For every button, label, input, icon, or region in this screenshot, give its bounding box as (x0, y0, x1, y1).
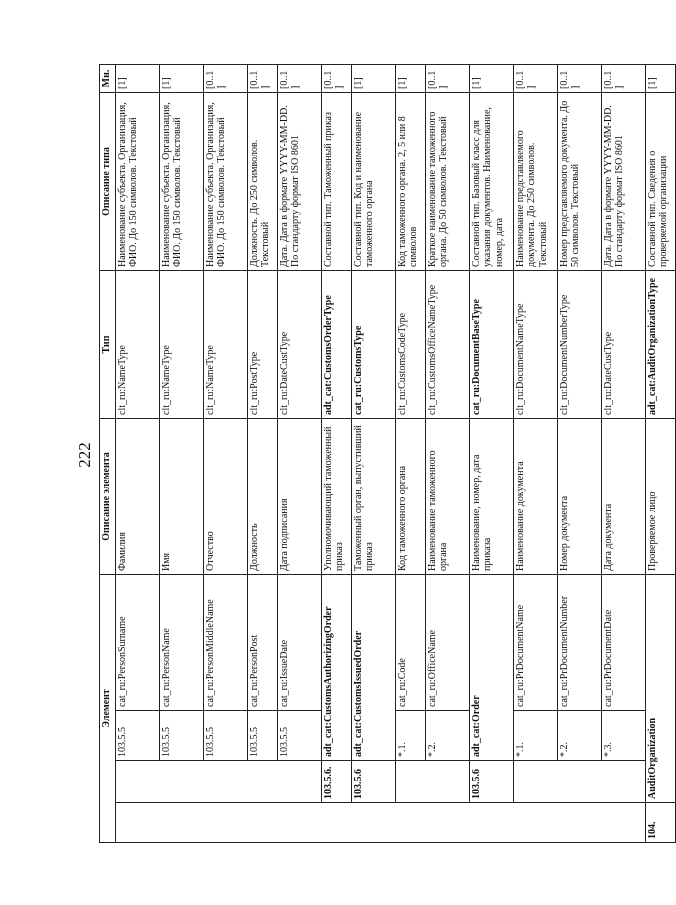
type-description: Наименование субъекта. Организация, ФИО. До 150 символов. Текстовый (160, 93, 204, 271)
element-type: cat_ru:CustomsType (352, 271, 396, 419)
element-type: clt_ru:NameType (160, 271, 204, 419)
element-type: clt_ru:DocumentNumberType (558, 271, 602, 419)
row-number: 103.5.5 (160, 711, 204, 761)
table-row (352, 65, 396, 843)
indent-cell (470, 803, 514, 843)
type-description: Номер представляемого документа. До 50 символов. Текстовый (558, 93, 602, 271)
table-row (558, 65, 602, 843)
element-type: clt_ru:PostType (248, 271, 278, 419)
table-row (116, 65, 160, 843)
indent-cell (116, 803, 160, 843)
indent-cell (160, 803, 204, 843)
element-name: adt_cat:CustomsIssuedOrder (352, 575, 396, 761)
type-description: Наименование представляемого документа. До 250 символов. Текстовый (514, 93, 558, 271)
indent-cell (278, 761, 322, 803)
header-row (100, 65, 116, 843)
element-type: adt_cat:CustomsOrderType (322, 271, 352, 419)
element-description: Наименование документа (514, 419, 558, 575)
element-name: cat_ru:PersonSurname (116, 575, 160, 711)
multiplicity: [0..1] (602, 65, 646, 93)
element-type: adt_cat:AuditOrganizationType (646, 271, 676, 419)
multiplicity: [1] (646, 65, 676, 93)
indent-cell (396, 761, 426, 803)
element-description: Фамилия (116, 419, 160, 575)
indent-cell (278, 803, 322, 843)
element-description: Код таможенного органа (396, 419, 426, 575)
element-type: clt_ru:CustomsCodeType (396, 271, 426, 419)
element-description: Имя (160, 419, 204, 575)
element-description: Дата подписания (278, 419, 322, 575)
table-row (322, 65, 352, 843)
element-name: cat_ru:PrDocumentName (514, 575, 558, 711)
type-description: Код таможенного органа. 2, 5 или 8 символов (396, 93, 426, 271)
indent-cell (204, 803, 248, 843)
table-row (646, 65, 676, 843)
element-name: adt_cat:CustomsAuthorizingOrder (322, 575, 352, 761)
indent-cell (204, 761, 248, 803)
header-type: Тип (100, 271, 116, 419)
indent-cell (514, 761, 558, 803)
indent-cell (602, 761, 646, 803)
multiplicity: [0..1] (204, 65, 248, 93)
type-description: Наименование субъекта. Организация, ФИО. До 150 символов. Текстовый (204, 93, 248, 271)
type-description: Должность. До 250 символов. Текстовый (248, 93, 278, 271)
indent-cell (558, 761, 602, 803)
row-number: 103.5.5 (248, 711, 278, 761)
table-row (160, 65, 204, 843)
element-description: Проверяемое лицо (646, 419, 676, 575)
type-description: Дата. Дата в формате YYYY-MM-DD. По стандарту формат ISO 8601 (602, 93, 646, 271)
table-body (116, 65, 676, 843)
header-desc-type: Описание типа (100, 93, 116, 271)
row-number: *.1. (514, 711, 558, 761)
element-type: clt_ru:DateCustType (278, 271, 322, 419)
row-number: *.2. (426, 711, 470, 761)
type-description: Наименование субъекта. Организация, ФИО. До 150 символов. Текстовый (116, 93, 160, 271)
table-row (278, 65, 322, 843)
header-element: Элемент (100, 575, 116, 843)
element-description: Дата документа (602, 419, 646, 575)
element-description: Отчество (204, 419, 248, 575)
row-number: 103.5.5 (278, 711, 322, 761)
element-name: cat_ru:PersonName (160, 575, 204, 711)
indent-cell (352, 803, 396, 843)
element-name: cat_ru:Code (396, 575, 426, 711)
indent-cell (116, 761, 160, 803)
element-description: Номер документа (558, 419, 602, 575)
indent-cell (514, 803, 558, 843)
multiplicity: [0..1] (558, 65, 602, 93)
element-type: clt_ru:NameType (116, 271, 160, 419)
element-name: adt_cat:Order (470, 575, 514, 761)
table-row (470, 65, 514, 843)
multiplicity: [1] (396, 65, 426, 93)
row-number: 103.5.5 (116, 711, 160, 761)
row-number: *.3. (602, 711, 646, 761)
element-name: AuditOrganization (646, 575, 676, 803)
multiplicity: [0..1] (426, 65, 470, 93)
type-description: Составной тип. Таможенный приказ (322, 93, 352, 271)
element-type: clt_ru:DateCustType (602, 271, 646, 419)
indent-cell (426, 803, 470, 843)
row-number: 103.5.6 (470, 761, 514, 803)
element-name: cat_ru:PersonPost (248, 575, 278, 711)
element-description: Уполномочивающий таможенный приказ (322, 419, 352, 575)
element-type: clt_ru:DocumentNameType (514, 271, 558, 419)
rotated-table-container (99, 65, 670, 843)
table-row (248, 65, 278, 843)
table-row (426, 65, 470, 843)
header-mn: Мн. (100, 65, 116, 93)
table-row (602, 65, 646, 843)
indent-cell (602, 803, 646, 843)
element-type: cat_ru:DocumentBaseType (470, 271, 514, 419)
element-type: clt_ru:CustomsOfficeNameType (426, 271, 470, 419)
indent-cell (322, 803, 352, 843)
element-name: cat_ru:IssueDate (278, 575, 322, 711)
indent-cell (248, 761, 278, 803)
indent-cell (160, 761, 204, 803)
row-number: 103.5.6. (322, 761, 352, 803)
type-description: Краткое наименование таможенного органа. До 50 символов. Текстовый (426, 93, 470, 271)
table-row (204, 65, 248, 843)
row-number: 104. (646, 803, 676, 843)
type-description: Составной тип. Базовый класс для указания документов. Наименование, номер, дата (470, 93, 514, 271)
type-description: Дата. Дата в формате YYYY-MM-DD. По стандарту формат ISO 8601 (278, 93, 322, 271)
multiplicity: [1] (160, 65, 204, 93)
element-name: cat_ru:PrDocumentDate (602, 575, 646, 711)
row-number: *.1. (396, 711, 426, 761)
element-description: Наименование таможенного органа (426, 419, 470, 575)
element-description: Наименование, номер, дата приказа (470, 419, 514, 575)
page-number: 222 (74, 442, 94, 468)
indent-cell (426, 761, 470, 803)
multiplicity: [1] (116, 65, 160, 93)
indent-cell (248, 803, 278, 843)
row-number: *.2. (558, 711, 602, 761)
multiplicity: [0..1] (248, 65, 278, 93)
multiplicity: [1] (352, 65, 396, 93)
element-name: cat_ru:OfficeName (426, 575, 470, 711)
row-number: 103.5.5 (204, 711, 248, 761)
type-description: Составной тип. Код и наименование таможенного органа (352, 93, 396, 271)
element-name: cat_ru:PrDocumentNumber (558, 575, 602, 711)
row-number: 103.5.6 (352, 761, 396, 803)
table-row (514, 65, 558, 843)
table-row (396, 65, 426, 843)
element-table (99, 64, 676, 843)
element-description: Должность (248, 419, 278, 575)
multiplicity: [1] (470, 65, 514, 93)
element-type: clt_ru:NameType (204, 271, 248, 419)
header-desc-element: Описание элемента (100, 419, 116, 575)
multiplicity: [0..1] (278, 65, 322, 93)
multiplicity: [0..1] (514, 65, 558, 93)
element-name: cat_ru:PersonMiddleName (204, 575, 248, 711)
indent-cell (558, 803, 602, 843)
indent-cell (396, 803, 426, 843)
element-description: Таможенный орган, выпустивший приказ (352, 419, 396, 575)
type-description: Составной тип. Сведения о проверяемой организации (646, 93, 676, 271)
multiplicity: [0..1] (322, 65, 352, 93)
